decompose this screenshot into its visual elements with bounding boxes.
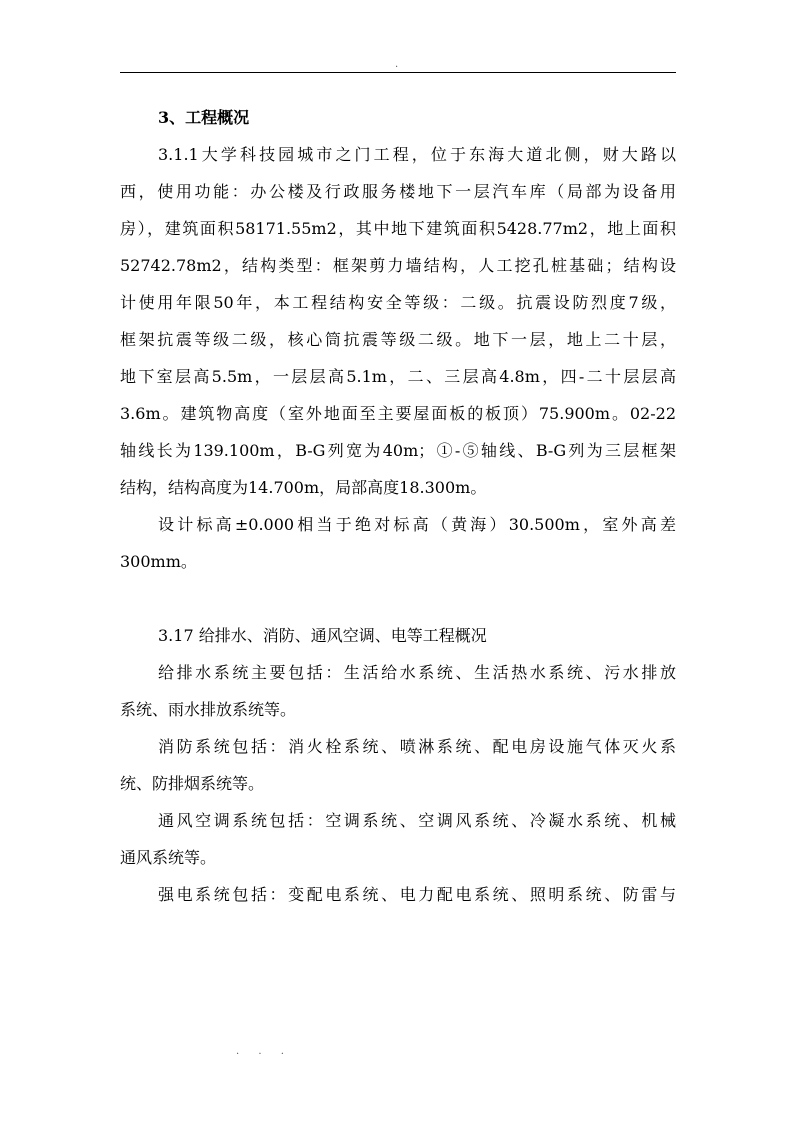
overview-line: 结构，结构高度为14.700m，局部高度18.300m。: [120, 478, 487, 497]
header-mark: .: [395, 59, 399, 70]
overview-line: 西，使用功能：办公楼及行政服务楼地下一层汽车库（局部为设备用: [120, 182, 676, 201]
elevation-line: 设计标高±0.000相当于绝对标高（黄海）30.500m，室外高差: [158, 515, 676, 534]
section-title: 3、工程概况: [158, 108, 250, 127]
overview-line: 3.1.1大学科技园城市之门工程，位于东海大道北侧，财大路以: [158, 145, 676, 164]
hvac-system-line: 通风空调系统包括：空调系统、空调风系统、冷凝水系统、机械: [158, 811, 676, 830]
header-rule: [120, 72, 676, 73]
power-system-line: 强电系统包括：变配电系统、电力配电系统、照明系统、防雷与: [158, 885, 676, 904]
mep-section-title: 3.17 给排水、消防、通风空调、电等工程概况: [158, 626, 487, 645]
elevation-line: 300mm。: [120, 552, 197, 571]
hvac-system-line: 通风系统等。: [120, 848, 217, 867]
overview-line: 52742.78m2，结构类型：框架剪力墙结构，人工挖孔桩基础；结构设: [120, 256, 676, 275]
document-body: [120, 99, 676, 913]
paragraph-gap: [120, 580, 676, 617]
fire-system-line: 消防系统包括：消火栓系统、喷淋系统、配电房设施气体灭火系: [158, 737, 676, 756]
fire-system-line: 统、防排烟系统等。: [120, 774, 265, 793]
water-system-line: 系统、雨水排放系统等。: [120, 700, 297, 719]
footer-marks: . . .: [236, 1046, 292, 1057]
overview-line: 房），建筑面积58171.55m2，其中地下建筑面积5428.77m2，地上面积: [120, 219, 676, 238]
overview-line: 框架抗震等级二级，核心筒抗震等级二级。地下一层，地上二十层，: [120, 330, 676, 349]
overview-line: 轴线长为139.100m，B-G列宽为40m；①-⑤轴线、B-G列为三层框架: [120, 441, 676, 460]
water-system-line: 给排水系统主要包括：生活给水系统、生活热水系统、污水排放: [158, 663, 676, 682]
overview-line: 地下室层高5.5m，一层层高5.1m，二、三层高4.8m，四-二十层层高: [120, 367, 676, 386]
overview-line: 3.6m。建筑物高度（室外地面至主要屋面板的板顶）75.900m。02-22: [120, 404, 676, 423]
overview-line: 计使用年限50年，本工程结构安全等级：二级。抗震设防烈度7级，: [120, 293, 676, 312]
